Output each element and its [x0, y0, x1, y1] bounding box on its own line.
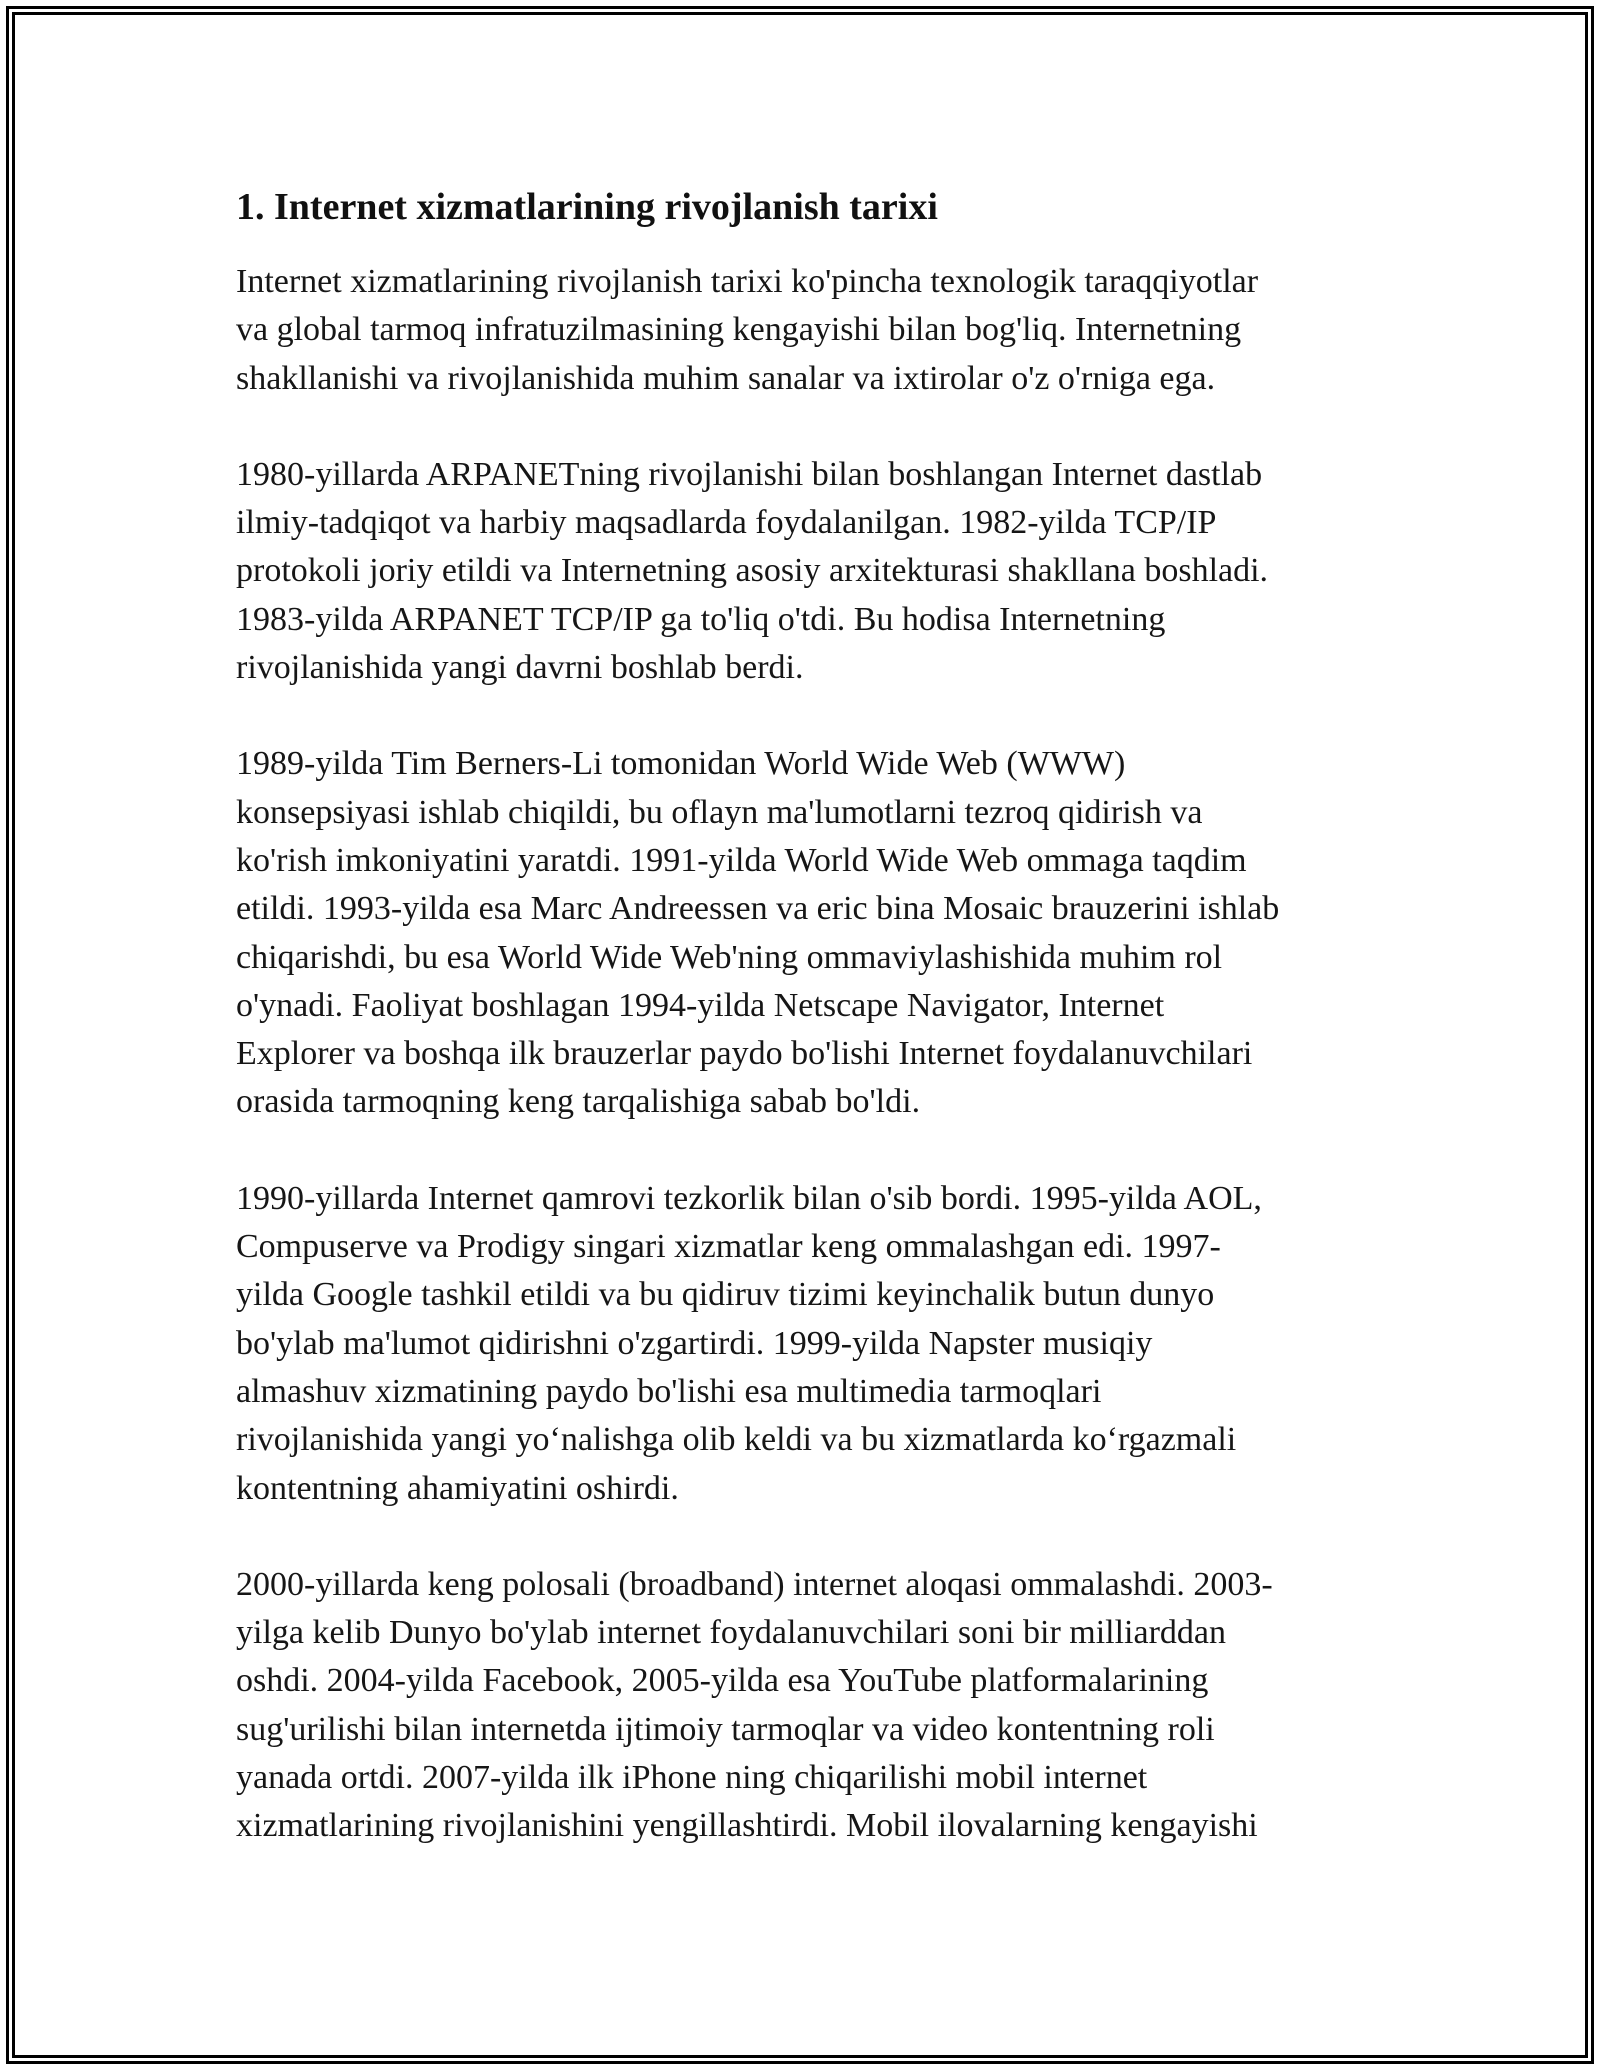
- text-line: 1990-yillarda Internet qamrovi tezkorlik bilan o'sib bordi. 1995-yilda AOL,: [236, 1179, 1262, 1217]
- document-body: [236, 184, 1368, 1899]
- text-line: shakllanishi va rivojlanishida muhim sanalar va ixtirolar o'z o'rniga ega.: [236, 359, 1216, 397]
- paragraph-www: [236, 740, 1368, 1126]
- text-line: 1980-yillarda ARPANETning rivojlanishi bilan boshlangan Internet dastlab: [236, 455, 1263, 493]
- paragraph-2000s: [236, 1561, 1368, 1851]
- text-line: orasida tarmoqning keng tarqalishiga sabab bo'ldi.: [236, 1083, 921, 1121]
- text-line: yilga kelib Dunyo bo'ylab internet foydalanuvchilari soni bir milliarddan: [236, 1614, 1227, 1652]
- text-line: almashuv xizmatining paydo bo'lishi esa multimedia tarmoqlari: [236, 1372, 1102, 1410]
- text-line: yilda Google tashkil etildi va bu qidiruv tizimi keyinchalik butun dunyo: [236, 1276, 1215, 1314]
- text-line: yanada ortdi. 2007-yilda ilk iPhone ning chiqarilishi mobil internet: [236, 1759, 1148, 1797]
- text-line: o'ynadi. Faoliyat boshlagan 1994-yilda Netscape Navigator, Internet: [236, 986, 1165, 1024]
- text-line: konsepsiyasi ishlab chiqildi, bu oflayn ma'lumotlarni tezroq qidirish va: [236, 793, 1203, 831]
- paragraph-1990s: [236, 1175, 1368, 1513]
- paragraph-1980s: [236, 451, 1368, 692]
- text-line: rivojlanishida yangi yo‘nalishga olib keldi va bu xizmatlarda ko‘rgazmali: [236, 1421, 1237, 1459]
- text-line: ilmiy-tadqiqot va harbiy maqsadlarda foydalanilgan. 1982-yilda TCP/IP: [236, 504, 1217, 542]
- text-line: chiqarishdi, bu esa World Wide Web'ning ommaviylashishida muhim rol: [236, 938, 1223, 976]
- text-line: 1983-yilda ARPANET TCP/IP ga to'liq o'tdi. Bu hodisa Internetning: [236, 600, 1166, 638]
- text-line: xizmatlarining rivojlanishini yengillashtirdi. Mobil ilovalarning kengayishi: [236, 1807, 1258, 1845]
- text-line: oshdi. 2004-yilda Facebook, 2005-yilda esa YouTube platformalarining: [236, 1662, 1209, 1700]
- text-line: 2000-yillarda keng polosali (broadband) internet aloqasi ommalashdi. 2003-: [236, 1565, 1273, 1603]
- paragraph-intro: [236, 258, 1368, 403]
- text-line: Internet xizmatlarining rivojlanish tarixi ko'pincha texnologik taraqqiyotlar: [236, 263, 1259, 300]
- text-line: 1989-yilda Tim Berners-Li tomonidan World Wide Web (WWW): [236, 745, 1126, 783]
- text-line: etildi. 1993-yilda esa Marc Andreessen va eric bina Mosaic brauzerini ishlab: [236, 890, 1280, 928]
- text-line: Compuserve va Prodigy singari xizmatlar keng ommalashgan edi. 1997-: [236, 1228, 1221, 1266]
- text-line: protokoli joriy etildi va Internetning asosiy arxitekturasi shakllana boshladi.: [236, 552, 1269, 590]
- text-line: Explorer va boshqa ilk brauzerlar paydo bo'lishi Internet foydalanuvchilari: [236, 1035, 1253, 1073]
- text-line: ko'rish imkoniyatini yaratdi. 1991-yilda World Wide Web ommaga taqdim: [236, 841, 1247, 879]
- section-heading: 1. Internet xizmatlarining rivojlanish tarixi: [236, 186, 938, 228]
- text-line: va global tarmoq infratuzilmasining kengayishi bilan bog'liq. Internetning: [236, 311, 1242, 349]
- text-line: rivojlanishida yangi davrni boshlab berdi.: [236, 649, 804, 687]
- text-line: kontentning ahamiyatini oshirdi.: [236, 1469, 679, 1507]
- text-line: sug'urilishi bilan internetda ijtimoiy tarmoqlar va video kontentning roli: [236, 1710, 1215, 1748]
- text-line: bo'ylab ma'lumot qidirishni o'zgartirdi. 1999-yilda Napster musiqiy: [236, 1324, 1153, 1362]
